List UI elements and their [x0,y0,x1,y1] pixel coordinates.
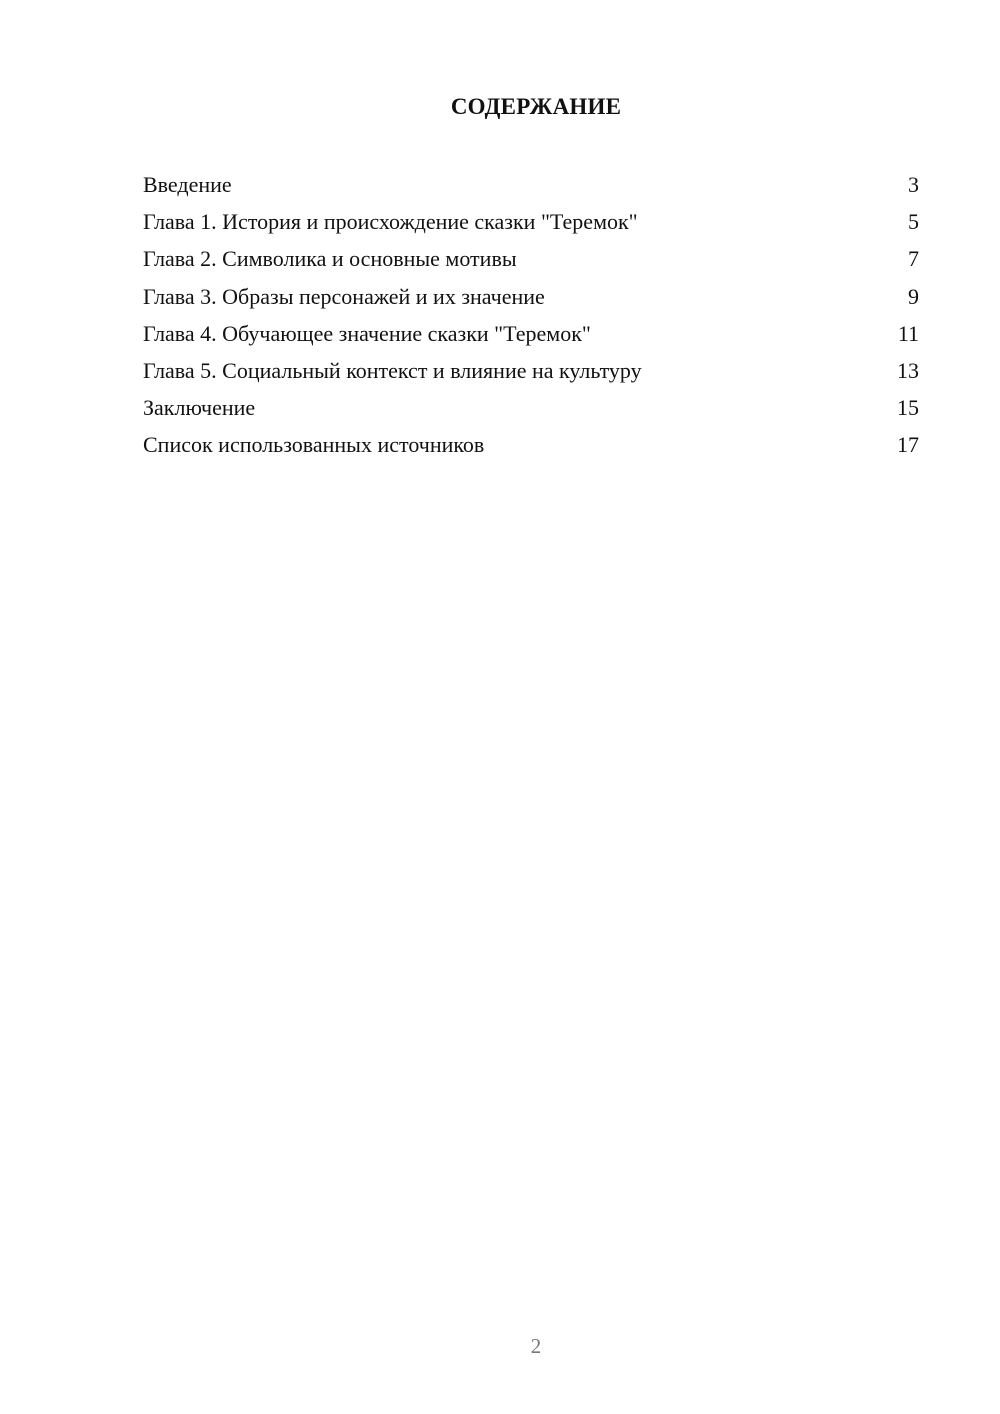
toc-entry-chapter-5 [143,356,919,393]
toc-entry-conclusion [143,393,919,430]
toc-entry-chapter-4 [143,319,919,356]
toc-entry-page: 15 [897,395,919,421]
toc-entry-introduction [143,170,919,207]
toc-entry-label: Глава 4. Обучающее значение сказки "Теремок" [143,320,591,346]
toc-entry-page: 3 [908,172,919,197]
toc-entry-chapter-1 [143,207,919,244]
toc-entry-label: Глава 2. Символика и основные мотивы [143,246,517,272]
toc-entry-page: 11 [897,320,919,346]
toc-title: СОДЕРЖАНИЕ [450,94,622,119]
toc-entry-label: Заключение [143,395,256,421]
toc-entry-label: Глава 5. Социальный контекст и влияние на культуру [143,357,642,383]
toc-entry-label: Глава 1. История и происхождение сказки "Теремок" [143,209,638,235]
toc-entry-references [143,430,919,467]
table-of-contents [143,170,919,468]
toc-entry-chapter-2 [143,244,919,281]
toc-entry-page: 13 [897,357,919,383]
toc-entry-page: 17 [897,432,919,458]
toc-entry-page: 7 [908,246,919,272]
toc-entry-page: 9 [908,283,919,309]
toc-entry-label: Введение [143,172,232,197]
toc-entry-chapter-3 [143,282,919,319]
page-number: 2 [530,1334,542,1358]
toc-entry-label: Список использованных источников [143,432,485,458]
toc-entry-page: 5 [908,209,919,235]
toc-entry-label: Глава 3. Образы персонажей и их значение [143,283,545,309]
